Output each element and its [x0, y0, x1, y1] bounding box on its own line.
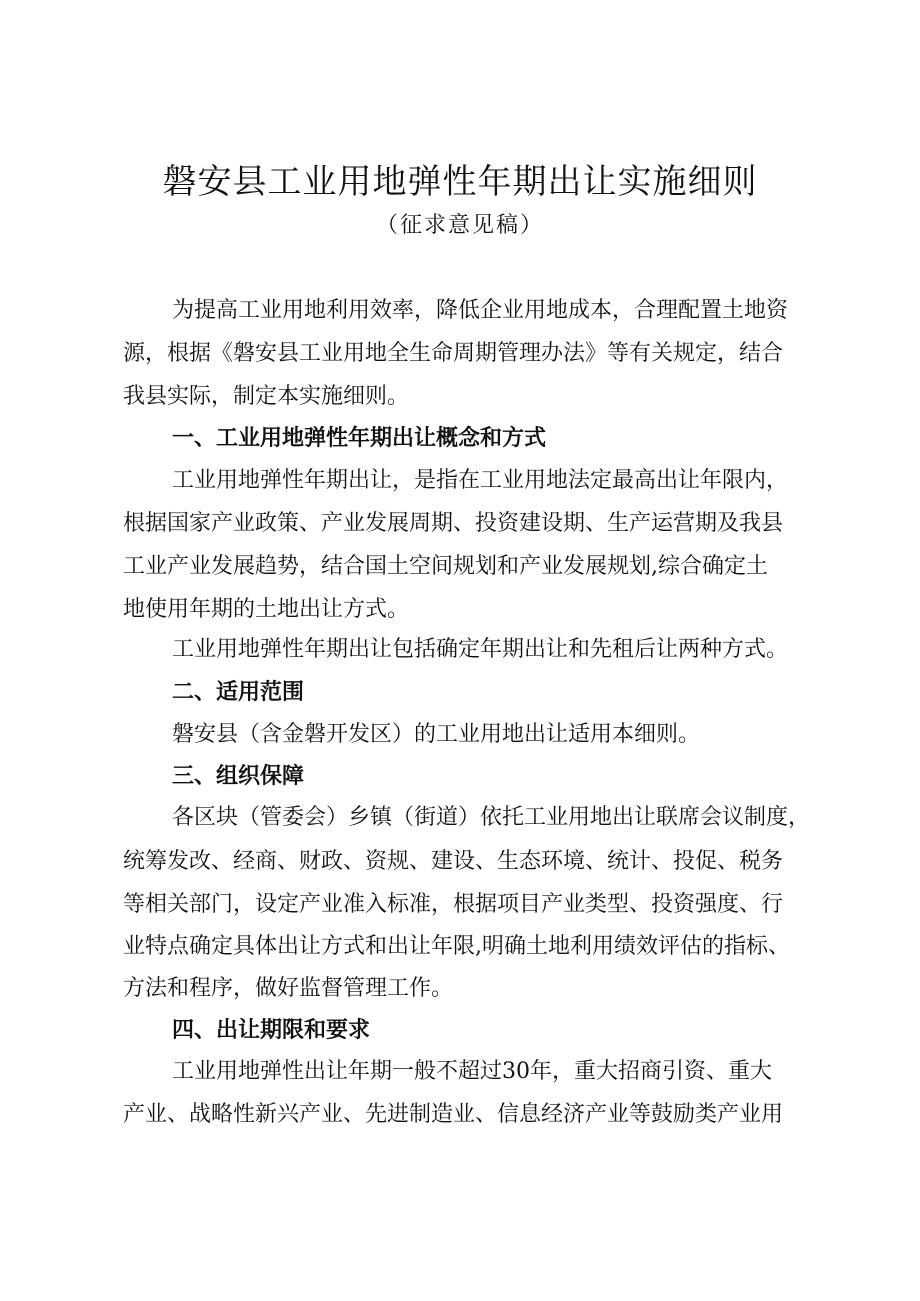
document-title: 磐安县工业用地弹性年期出让实施细则 — [162, 162, 758, 202]
section-heading-1: 一、工业用地弹性年期出让概念和方式 — [172, 426, 547, 451]
section3-line: 各区块（管委会）乡镇（街道）依托工业用地出让联席会议制度， — [172, 805, 811, 830]
section3-line: 方法和程序，做好监督管理工作。 — [123, 976, 454, 1001]
section1-line: 地使用年期的土地出让方式。 — [123, 597, 410, 622]
section4-line: 产业、战略性新兴产业、先进制造业、信息经济产业等鼓励类产业用 — [123, 1102, 784, 1127]
section-heading-3: 三、组织保障 — [172, 764, 305, 789]
intro-line: 源，根据《磐安县工业用地全生命周期管理办法》等有关规定，结合 — [123, 341, 784, 366]
section3-line: 业特点确定具体出让方式和出让年限,明确土地利用绩效评估的指标、 — [123, 934, 790, 959]
section1-line: 工业用地弹性年期出让，是指在工业用地法定最高出让年限内， — [172, 468, 789, 493]
section3-line: 统筹发改、经商、财政、资规、建设、生态环境、统计、投促、税务 — [123, 849, 784, 874]
section-heading-4: 四、出让期限和要求 — [172, 1018, 371, 1043]
section2-line: 磐安县（含金磐开发区）的工业用地出让适用本细则。 — [172, 722, 701, 747]
section-heading-2: 二、适用范围 — [172, 680, 305, 705]
section4-line: 工业用地弹性出让年期一般不超过30年，重大招商引资、重大 — [172, 1059, 772, 1084]
section1-line: 工业用地弹性年期出让包括确定年期出让和先租后让两种方式。 — [172, 637, 789, 662]
document-subtitle: （征求意见稿） — [375, 213, 544, 238]
intro-line: 为提高工业用地利用效率，降低企业用地成本，合理配置土地资 — [172, 298, 789, 323]
section3-line: 等相关部门，设定产业准入标准，根据项目产业类型、投资强度、行 — [123, 892, 784, 917]
intro-line: 我县实际，制定本实施细则。 — [123, 384, 410, 409]
section1-line: 根据国家产业政策、产业发展周期、投资建设期、生产运营期及我县 — [123, 511, 784, 536]
section1-line: 工业产业发展趋势，结合国土空间规划和产业发展规划,综合确定土 — [123, 554, 768, 579]
